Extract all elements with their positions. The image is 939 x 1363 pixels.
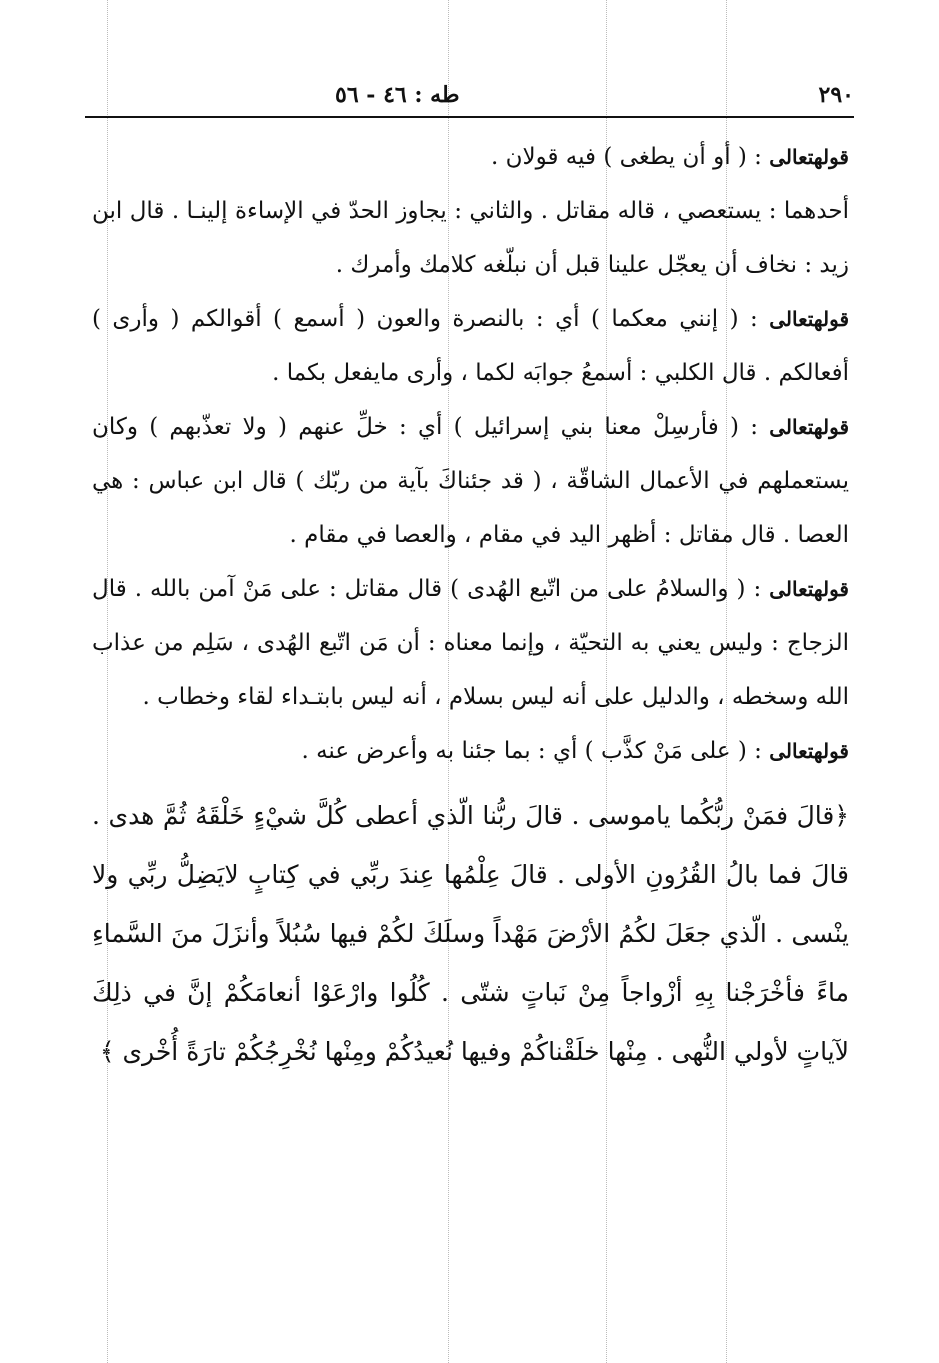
chapter-reference: طه : ٤٦ - ٥٦ <box>335 82 460 108</box>
header-rule <box>85 116 854 118</box>
quote-lead: قولهتعالى <box>769 307 850 331</box>
paragraph <box>92 724 849 778</box>
paragraph-text: : ( والسلامُ على من اتّبع الهُدى ) قال مقاتل : على مَنْ آمن بالله . قال الزجاج : وليس يعني به التحيّة ، وإنما معناه : أن مَن اتّبع الهُدى ، سَلِم من عذاب الله وسخطه ، والدليل على أنه ليس بسلام ، أنه ليس بابتـداء لقاء وخطاب . <box>92 576 849 710</box>
page-body <box>92 130 849 1081</box>
paragraph <box>92 400 849 562</box>
paragraph-text: أحدهما : يستعصي ، قاله مقاتل . والثاني : يجاوز الحدّ في الإساءة إلينـا . قال ابن زيد : نخاف أن يعجّل علينا قبل أن نبلّغه كلامك وأمرك . <box>92 198 849 278</box>
page-number: ٢٩٠ <box>818 82 854 108</box>
paragraph <box>92 130 849 184</box>
paragraph <box>92 184 849 292</box>
paragraph-text: : ( أو أن يطغى ) فيه قولان . <box>490 144 762 170</box>
paragraph-text: : ( فأرسِلْ معنا بني إسرائيل ) أي : خلِّ عنهم ( ولا تعذّبهم ) وكان يستعملهم في الأعمال الشاقّة ، ( قد جئناكَ بآية من ربّك ) قال ابن عباس : هي العصا . قال مقاتل : أظهر اليد في مقام ، والعصا في مقام . <box>92 414 849 548</box>
quote-lead: قولهتعالى <box>769 415 850 439</box>
paragraph-text: : ( إنني معكما ) أي : بالنصرة والعون ( أسمع ) أقوالكم ( وأرى ) أفعالكم . قال الكلبي : أسمعُ جوابَه لكما ، وأرى مايفعل بكما . <box>92 306 849 386</box>
quran-verse-block: ﴿قالَ فمَنْ ربُّكُما ياموسى . قالَ ربُّنا الّذي أعطى كُلَّ شيْءٍ خَلْقَهُ ثُمَّ هدى . قالَ فما بالُ القُرُونِ الأولى . قالَ عِلْمُها عِندَ ربِّي في كِتابٍ لايَضِلُّ ربِّي ولا ينْسى . الّذي جعَلَ لكُمُ الأرْضَ مَهْداً وسلَكَ لكُمْ فيها سُبُلاً وأنزَلَ منَ السَّماءِ ماءً فأخْرَجْنا بِهِ أزْواجاً مِنْ نَباتٍ شتّى . كُلُوا وارْعَوْا أنعامَكُمْ إنَّ في ذلِكَ لآياتٍ لأولي النُّهى . مِنْها خلَقْناكُمْ وفيها نُعيدُكُمْ ومِنْها نُخْرِجُكُمْ تارَةً أُخْرى ﴾ <box>92 801 849 1066</box>
quote-lead: قولهتعالى <box>769 739 849 763</box>
paragraph <box>92 562 849 724</box>
quote-lead: قولهتعالى <box>769 145 849 169</box>
quote-lead: قولهتعالى <box>769 577 849 601</box>
page-header <box>85 78 854 112</box>
paragraph <box>92 292 849 400</box>
paragraph-text: : ( على مَنْ كذَّب ) أي : بما جئنا به وأعرض عنه . <box>301 738 762 764</box>
